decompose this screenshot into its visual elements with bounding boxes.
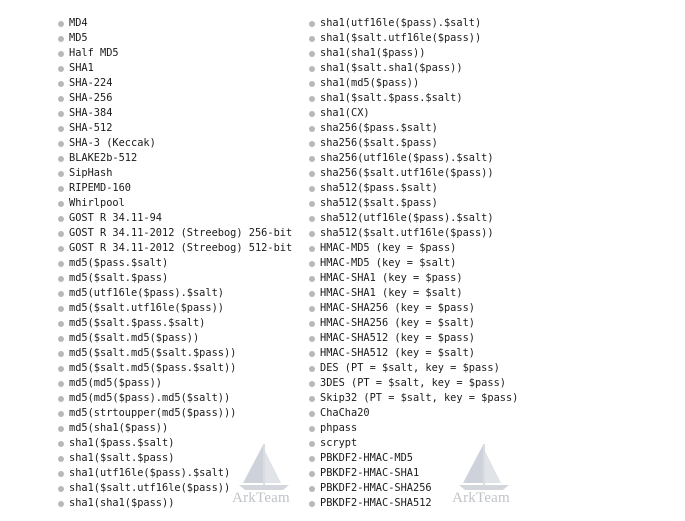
bullet-icon <box>58 456 64 462</box>
bullet-icon <box>58 201 64 207</box>
list-item <box>58 166 292 181</box>
list-item <box>309 46 518 61</box>
bullet-icon <box>309 141 315 147</box>
algorithm-label: MD4 <box>69 17 88 29</box>
list-item <box>309 346 518 361</box>
bullet-icon <box>309 381 315 387</box>
algorithm-label: md5(sha1($pass)) <box>69 422 169 434</box>
algorithm-label: PBKDF2-HMAC-SHA256 <box>320 482 432 494</box>
bullet-icon <box>309 21 315 27</box>
algorithm-label: PBKDF2-HMAC-SHA512 <box>320 497 432 509</box>
bullet-icon <box>58 381 64 387</box>
algorithm-label: PBKDF2-HMAC-MD5 <box>320 452 413 464</box>
list-item <box>309 106 518 121</box>
list-item <box>58 376 292 391</box>
left-algorithm-list <box>58 16 292 511</box>
algorithm-label: md5(md5($pass).md5($salt)) <box>69 392 231 404</box>
algorithm-label: sha512(utf16le($pass).$salt) <box>320 212 494 224</box>
algorithm-label: sha1(sha1($pass)) <box>320 47 426 59</box>
list-item <box>58 346 292 361</box>
bullet-icon <box>309 51 315 57</box>
algorithm-label: md5(md5($pass)) <box>69 377 162 389</box>
bullet-icon <box>309 246 315 252</box>
bullet-icon <box>309 96 315 102</box>
arkteam-watermark <box>221 443 301 511</box>
algorithm-label: GOST R 34.11-2012 (Streebog) 512-bit <box>69 242 293 254</box>
algorithm-label: HMAC-SHA1 (key = $pass) <box>320 272 463 284</box>
bullet-icon <box>58 231 64 237</box>
bullet-icon <box>58 186 64 192</box>
bullet-icon <box>309 291 315 297</box>
algorithm-label: RIPEMD-160 <box>69 182 131 194</box>
algorithm-label: sha1(sha1($pass)) <box>69 497 175 509</box>
list-item <box>309 166 518 181</box>
algorithm-label: Skip32 (PT = $salt, key = $pass) <box>320 392 519 404</box>
list-item <box>309 241 518 256</box>
list-item <box>309 136 518 151</box>
bullet-icon <box>309 201 315 207</box>
list-item <box>58 106 292 121</box>
algorithm-label: sha512($salt.utf16le($pass)) <box>320 227 494 239</box>
list-item <box>309 121 518 136</box>
bullet-icon <box>58 261 64 267</box>
algorithm-label: PBKDF2-HMAC-SHA1 <box>320 467 420 479</box>
bullet-icon <box>309 171 315 177</box>
bullet-icon <box>309 426 315 432</box>
list-item <box>58 31 292 46</box>
algorithm-label: GOST R 34.11-2012 (Streebog) 256-bit <box>69 227 293 239</box>
watermark-text: ArkTeam <box>232 490 290 506</box>
algorithm-label: sha1(utf16le($pass).$salt) <box>320 17 482 29</box>
list-item <box>309 376 518 391</box>
bullet-icon <box>58 486 64 492</box>
algorithm-label: sha1(utf16le($pass).$salt) <box>69 467 231 479</box>
algorithm-label: SHA-224 <box>69 77 113 89</box>
list-item <box>58 226 292 241</box>
list-item <box>58 361 292 376</box>
list-item <box>58 316 292 331</box>
list-item <box>309 421 518 436</box>
list-item <box>309 316 518 331</box>
algorithm-label: md5($pass.$salt) <box>69 257 169 269</box>
bullet-icon <box>58 51 64 57</box>
bullet-icon <box>58 171 64 177</box>
algorithm-label: SHA-3 (Keccak) <box>69 137 156 149</box>
list-item <box>58 121 292 136</box>
bullet-icon <box>58 111 64 117</box>
bullet-icon <box>309 471 315 477</box>
bullet-icon <box>309 306 315 312</box>
bullet-icon <box>58 246 64 252</box>
algorithm-label: md5($salt.$pass.$salt) <box>69 317 206 329</box>
sailboat-icon <box>441 443 521 493</box>
bullet-icon <box>58 216 64 222</box>
list-item <box>309 301 518 316</box>
bullet-icon <box>309 231 315 237</box>
algorithm-label: md5($salt.$pass) <box>69 272 169 284</box>
list-item <box>309 61 518 76</box>
algorithm-label: HMAC-SHA512 (key = $salt) <box>320 347 475 359</box>
list-item <box>58 391 292 406</box>
list-item <box>309 391 518 406</box>
list-item <box>58 151 292 166</box>
algorithm-label: Whirlpool <box>69 197 125 209</box>
bullet-icon <box>309 351 315 357</box>
algorithm-label: md5($salt.md5($pass.$salt)) <box>69 362 237 374</box>
list-item <box>58 331 292 346</box>
algorithm-label: ChaCha20 <box>320 407 370 419</box>
algorithm-label: sha1(CX) <box>320 107 370 119</box>
algorithm-label: md5($salt.md5($salt.$pass)) <box>69 347 237 359</box>
algorithm-label: HMAC-SHA512 (key = $pass) <box>320 332 475 344</box>
bullet-icon <box>58 366 64 372</box>
list-item <box>309 16 518 31</box>
bullet-icon <box>58 96 64 102</box>
bullet-icon <box>309 396 315 402</box>
sailboat-icon <box>221 443 301 493</box>
list-item <box>309 256 518 271</box>
list-item <box>309 271 518 286</box>
algorithm-label: sha256(utf16le($pass).$salt) <box>320 152 494 164</box>
bullet-icon <box>309 456 315 462</box>
bullet-icon <box>309 186 315 192</box>
algorithm-label: md5($salt.utf16le($pass)) <box>69 302 224 314</box>
list-item <box>309 286 518 301</box>
algorithm-label: DES (PT = $salt, key = $pass) <box>320 362 500 374</box>
bullet-icon <box>58 141 64 147</box>
list-item <box>58 196 292 211</box>
algorithm-label: MD5 <box>69 32 88 44</box>
algorithm-label: sha512($pass.$salt) <box>320 182 438 194</box>
bullet-icon <box>309 336 315 342</box>
algorithm-label: md5(strtoupper(md5($pass))) <box>69 407 237 419</box>
watermark-text: ArkTeam <box>452 490 510 506</box>
algorithm-label: sha1($salt.$pass) <box>69 452 175 464</box>
list-item <box>58 91 292 106</box>
bullet-icon <box>58 306 64 312</box>
algorithm-label: HMAC-MD5 (key = $pass) <box>320 242 457 254</box>
bullet-icon <box>58 501 64 507</box>
algorithm-label: SipHash <box>69 167 113 179</box>
list-item <box>58 286 292 301</box>
algorithm-label: sha1($salt.sha1($pass)) <box>320 62 463 74</box>
bullet-icon <box>309 501 315 507</box>
algorithm-label: md5($salt.md5($pass)) <box>69 332 200 344</box>
algorithm-label: sha1($salt.utf16le($pass)) <box>320 32 482 44</box>
list-item <box>309 76 518 91</box>
algorithm-label: sha256($salt.utf16le($pass)) <box>320 167 494 179</box>
list-item <box>309 91 518 106</box>
bullet-icon <box>309 486 315 492</box>
bullet-icon <box>309 111 315 117</box>
list-item <box>309 196 518 211</box>
bullet-icon <box>58 156 64 162</box>
list-item <box>58 181 292 196</box>
bullet-icon <box>58 276 64 282</box>
list-item <box>58 46 292 61</box>
bullet-icon <box>309 441 315 447</box>
algorithm-label: sha1($pass.$salt) <box>69 437 175 449</box>
list-item <box>309 226 518 241</box>
algorithm-label: HMAC-MD5 (key = $salt) <box>320 257 457 269</box>
bullet-icon <box>309 366 315 372</box>
list-item <box>309 151 518 166</box>
list-item <box>58 406 292 421</box>
right-algorithm-list <box>309 16 518 511</box>
bullet-icon <box>58 351 64 357</box>
algorithm-label: sha512($salt.$pass) <box>320 197 438 209</box>
list-item <box>58 301 292 316</box>
bullet-icon <box>309 126 315 132</box>
bullet-icon <box>309 36 315 42</box>
list-item <box>309 361 518 376</box>
arkteam-watermark <box>441 443 521 511</box>
bullet-icon <box>58 81 64 87</box>
list-item <box>58 421 292 436</box>
algorithm-label: scrypt <box>320 437 358 449</box>
bullet-icon <box>58 336 64 342</box>
bullet-icon <box>58 396 64 402</box>
algorithm-label: SHA-384 <box>69 107 113 119</box>
algorithm-label: sha1(md5($pass)) <box>320 77 420 89</box>
bullet-icon <box>58 426 64 432</box>
bullet-icon <box>58 471 64 477</box>
list-item <box>58 136 292 151</box>
algorithm-label: sha1($salt.$pass.$salt) <box>320 92 463 104</box>
bullet-icon <box>58 411 64 417</box>
list-item <box>309 331 518 346</box>
bullet-icon <box>309 216 315 222</box>
bullet-icon <box>58 126 64 132</box>
bullet-icon <box>58 21 64 27</box>
bullet-icon <box>309 156 315 162</box>
bullet-icon <box>309 321 315 327</box>
algorithm-label: 3DES (PT = $salt, key = $pass) <box>320 377 506 389</box>
algorithm-label: Half MD5 <box>69 47 119 59</box>
algorithm-label: SHA-256 <box>69 92 113 104</box>
list-item <box>58 271 292 286</box>
algorithm-label: HMAC-SHA256 (key = $salt) <box>320 317 475 329</box>
list-item <box>58 241 292 256</box>
list-item <box>58 16 292 31</box>
algorithm-label: phpass <box>320 422 358 434</box>
list-item <box>309 406 518 421</box>
list-item <box>58 256 292 271</box>
bullet-icon <box>309 411 315 417</box>
algorithm-label: HMAC-SHA1 (key = $salt) <box>320 287 463 299</box>
bullet-icon <box>58 36 64 42</box>
bullet-icon <box>309 81 315 87</box>
algorithm-label: sha256($pass.$salt) <box>320 122 438 134</box>
bullet-icon <box>58 321 64 327</box>
list-item <box>58 61 292 76</box>
bullet-icon <box>58 291 64 297</box>
bullet-icon <box>309 276 315 282</box>
algorithm-label: SHA1 <box>69 62 94 74</box>
list-item <box>58 76 292 91</box>
list-item <box>309 31 518 46</box>
bullet-icon <box>309 261 315 267</box>
algorithm-label: SHA-512 <box>69 122 113 134</box>
list-item <box>58 211 292 226</box>
algorithm-label: HMAC-SHA256 (key = $pass) <box>320 302 475 314</box>
algorithm-label: md5(utf16le($pass).$salt) <box>69 287 224 299</box>
bullet-icon <box>58 441 64 447</box>
list-item <box>309 181 518 196</box>
algorithm-label: sha256($salt.$pass) <box>320 137 438 149</box>
bullet-icon <box>58 66 64 72</box>
algorithm-label: BLAKE2b-512 <box>69 152 138 164</box>
algorithm-label: GOST R 34.11-94 <box>69 212 162 224</box>
algorithm-label: sha1($salt.utf16le($pass)) <box>69 482 231 494</box>
bullet-icon <box>309 66 315 72</box>
list-item <box>309 211 518 226</box>
